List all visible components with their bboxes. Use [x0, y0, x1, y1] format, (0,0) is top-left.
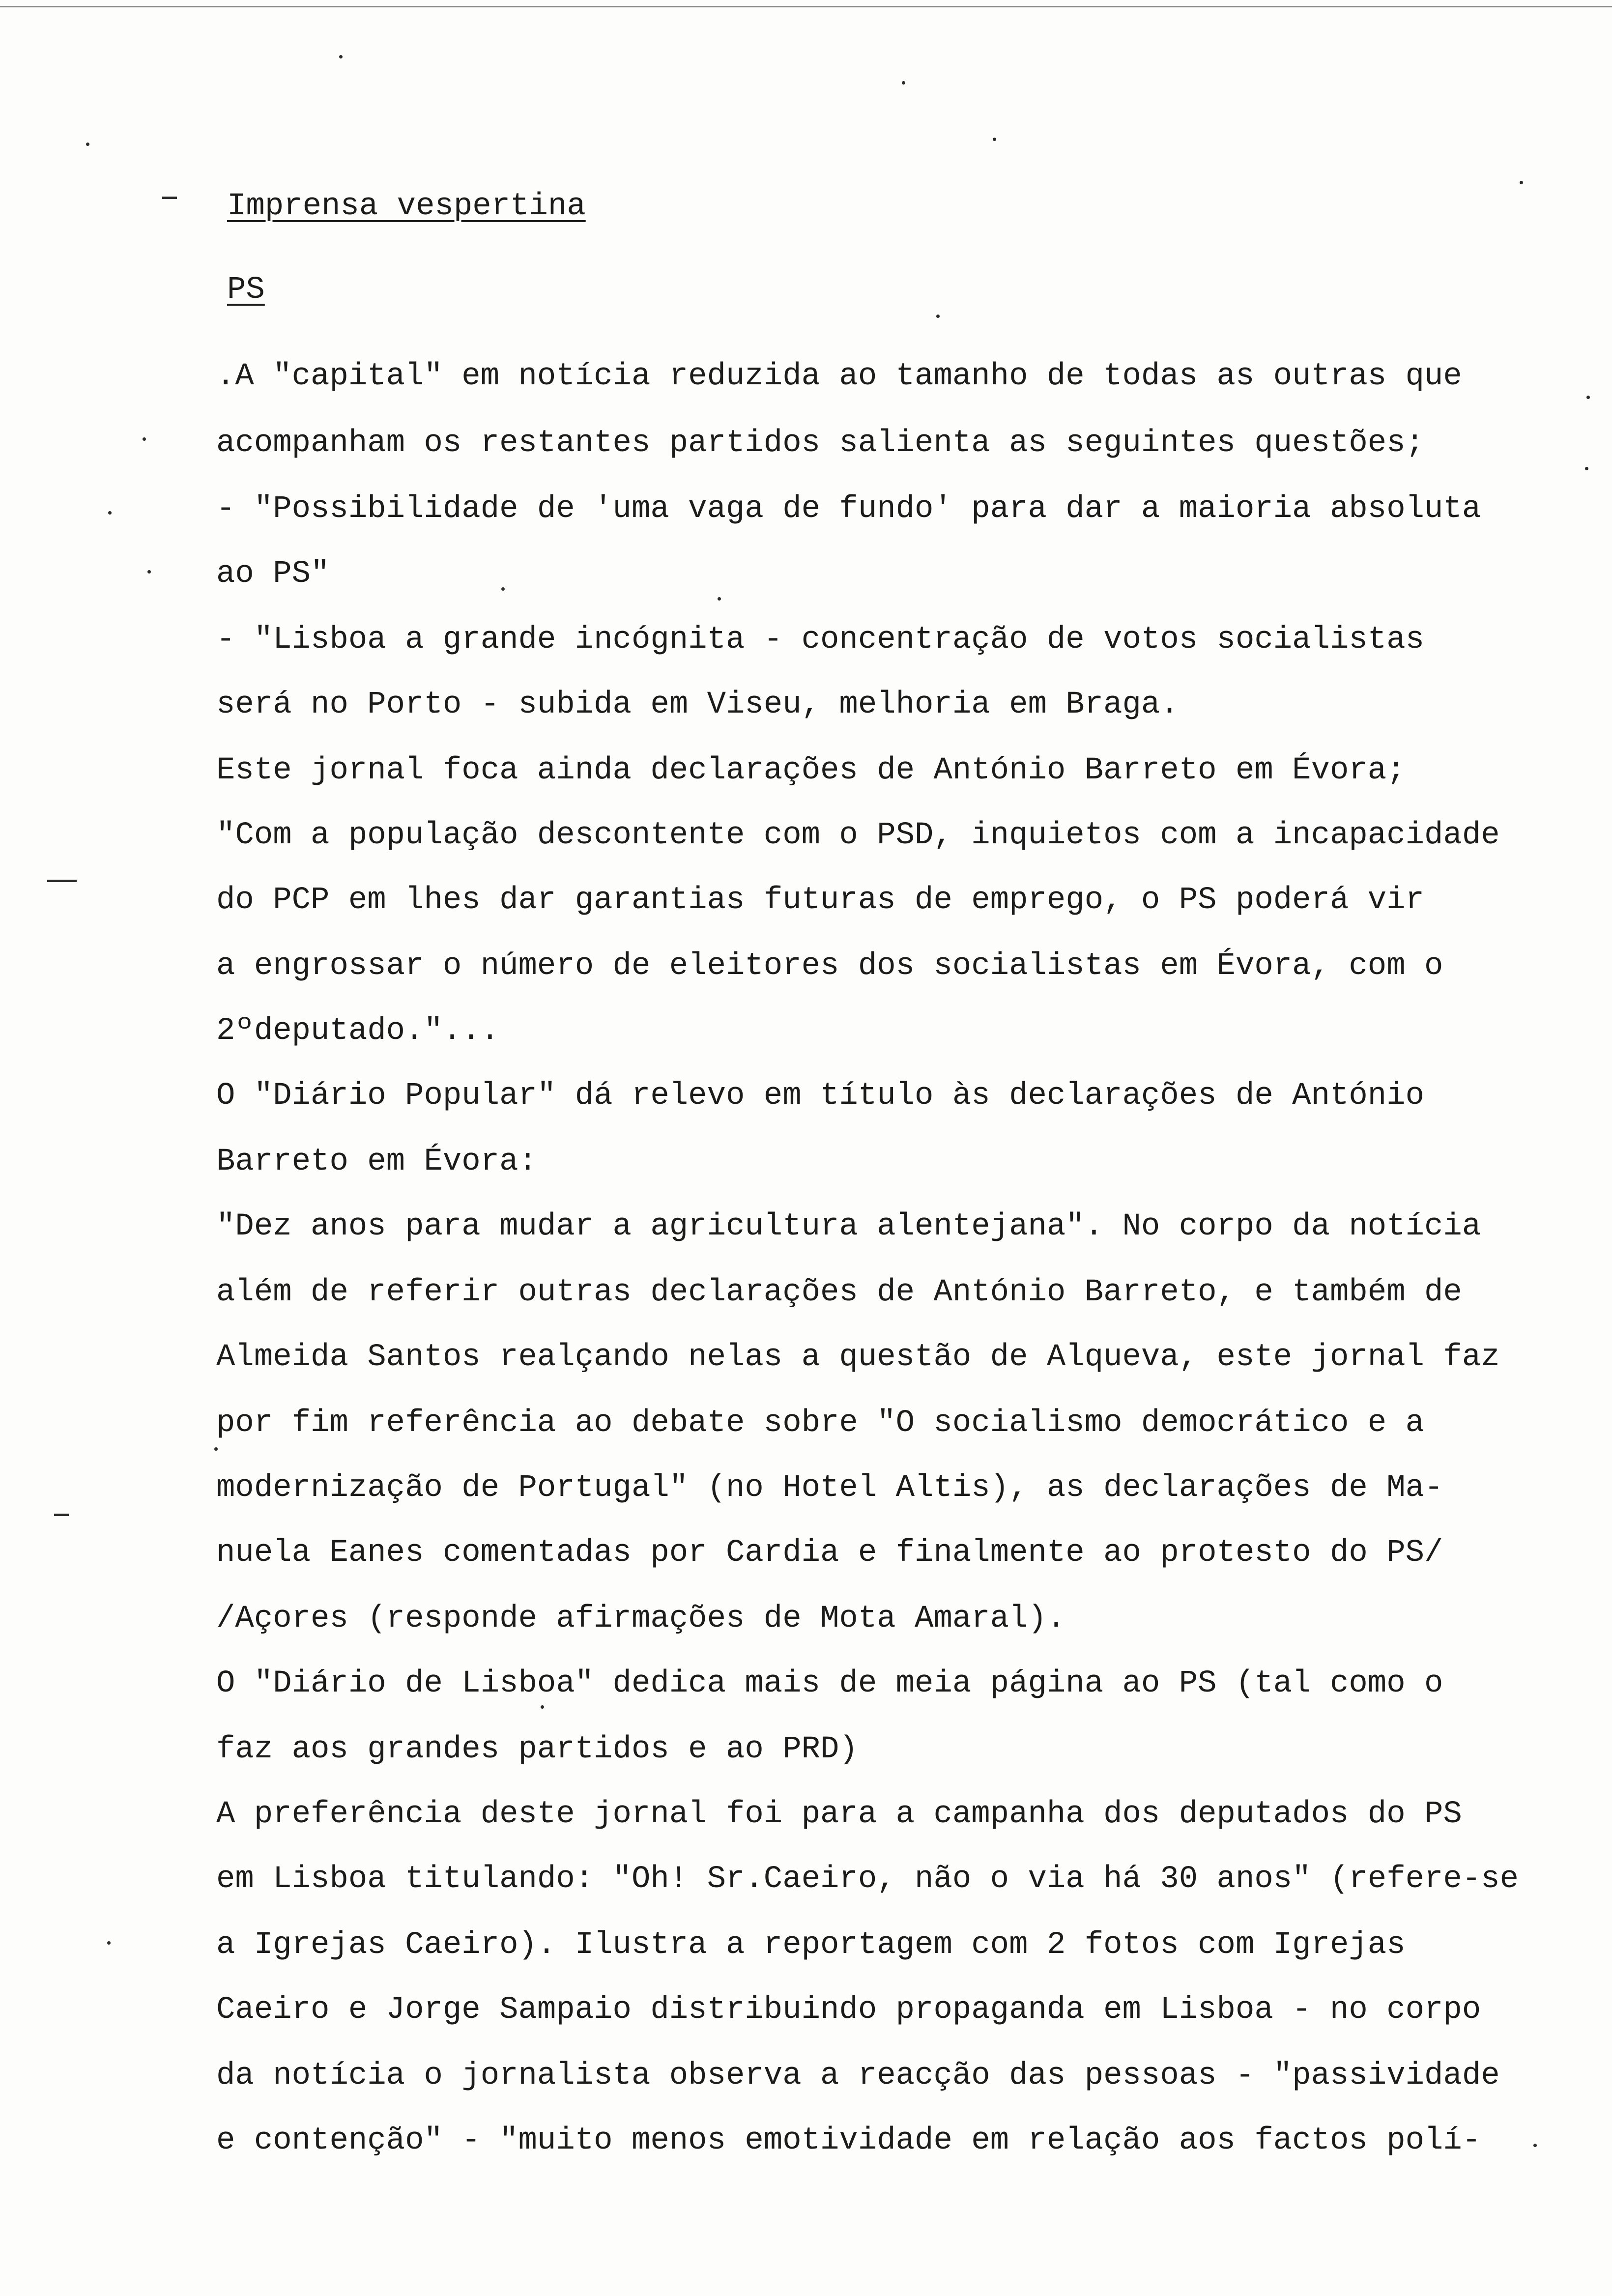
- scan-speck: [501, 587, 505, 591]
- scan-speck: [936, 315, 940, 318]
- text-line: - "Possibilidade de 'uma vaga de fundo' para dar a maioria absoluta: [216, 491, 1481, 527]
- text-line: "Com a população descontente com o PSD, inquietos com a incapacidade: [216, 818, 1500, 853]
- margin-mark: [162, 197, 177, 199]
- scan-speck: [718, 597, 721, 601]
- scan-speck: [143, 437, 146, 441]
- text-line: por fim referência ao debate sobre "O socialismo democrático e a: [216, 1406, 1424, 1441]
- text-line: "Dez anos para mudar a agricultura alentejana". No corpo da notícia: [216, 1209, 1481, 1244]
- text-line: 2ºdeputado."...: [216, 1013, 500, 1049]
- scan-speck: [541, 1705, 544, 1709]
- subsection-title: PS: [227, 272, 265, 308]
- scan-speck: [902, 81, 905, 85]
- text-line: /Açores (responde afirmações de Mota Amaral).: [216, 1601, 1066, 1636]
- scan-speck: [1585, 467, 1588, 470]
- text-line: Este jornal foca ainda declarações de António Barreto em Évora;: [216, 753, 1406, 788]
- text-line: do PCP em lhes dar garantias futuras de emprego, o PS poderá vir: [216, 883, 1424, 918]
- scan-speck: [339, 55, 343, 58]
- scan-speck: [993, 138, 996, 141]
- section-title: Imprensa vespertina: [227, 189, 586, 224]
- text-line: Caeiro e Jorge Sampaio distribuindo propaganda em Lisboa - no corpo: [216, 1992, 1481, 2028]
- text-line: Almeida Santos realçando nelas a questão de Alqueva, este jornal faz: [216, 1340, 1500, 1375]
- text-line: modernização de Portugal" (no Hotel Altis), as declarações de Ma-: [216, 1470, 1443, 1506]
- text-line: .A "capital" em notícia reduzida ao tamanho de todas as outras que: [216, 359, 1462, 394]
- text-line: além de referir outras declarações de António Barreto, e também de: [216, 1275, 1462, 1310]
- text-line: e contenção" - "muito menos emotividade em relação aos factos polí-: [216, 2123, 1481, 2158]
- text-line: O "Diário de Lisboa" dedica mais de meia página ao PS (tal como o: [216, 1666, 1443, 1701]
- text-line: a Igrejas Caeiro). Ilustra a reportagem com 2 fotos com Igrejas: [216, 1927, 1406, 1963]
- text-line: a engrossar o número de eleitores dos socialistas em Évora, com o: [216, 948, 1443, 984]
- text-line: acompanham os restantes partidos salienta as seguintes questões;: [216, 426, 1424, 461]
- text-line: ao PS": [216, 556, 330, 592]
- text-line: faz aos grandes partidos e ao PRD): [216, 1732, 858, 1767]
- margin-mark: [54, 1514, 69, 1516]
- scan-speck: [1520, 181, 1523, 184]
- text-line: O "Diário Popular" dá relevo em título às declarações de António: [216, 1078, 1424, 1114]
- scan-speck: [108, 511, 112, 515]
- text-line: em Lisboa titulando: "Oh! Sr.Caeiro, não o via há 30 anos" (refere-se: [216, 1862, 1519, 1897]
- scan-speck: [1533, 2144, 1537, 2147]
- scan-speck: [214, 1447, 218, 1451]
- text-line: Barreto em Évora:: [216, 1144, 537, 1179]
- scan-speck: [147, 570, 151, 574]
- scan-speck: [107, 1941, 111, 1945]
- text-line: será no Porto - subida em Viseu, melhoria em Braga.: [216, 687, 1179, 722]
- margin-mark: [47, 880, 77, 882]
- scan-speck: [1586, 396, 1590, 399]
- text-line: nuela Eanes comentadas por Cardia e finalmente ao protesto do PS/: [216, 1535, 1443, 1571]
- text-line: A preferência deste jornal foi para a campanha dos deputados do PS: [216, 1797, 1462, 1832]
- text-line: da notícia o jornalista observa a reacção das pessoas - "passividade: [216, 2058, 1500, 2094]
- scan-speck: [86, 143, 89, 146]
- top-rule: [0, 6, 1612, 7]
- text-line: - "Lisboa a grande incógnita - concentração de votos socialistas: [216, 622, 1424, 658]
